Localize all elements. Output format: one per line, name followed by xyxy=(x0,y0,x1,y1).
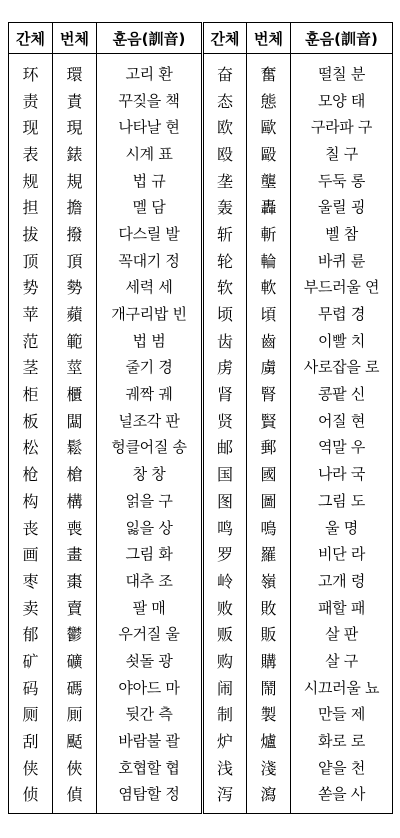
cell-simplified: 购 xyxy=(203,647,247,674)
cell-simplified: 败 xyxy=(203,594,247,621)
cell-simplified: 矿 xyxy=(9,647,53,674)
cell-reading: 살 구 xyxy=(291,647,393,674)
cell-reading: 모양 태 xyxy=(291,87,393,114)
table-row xyxy=(9,380,393,407)
header-simplified: 간체 xyxy=(203,23,247,54)
cell-reading: 칠 구 xyxy=(291,140,393,167)
cell-simplified: 范 xyxy=(9,327,53,354)
cell-traditional: 擔 xyxy=(53,193,97,220)
cell-simplified: 虏 xyxy=(203,354,247,381)
cell-traditional: 爐 xyxy=(247,727,291,754)
cell-traditional: 颳 xyxy=(53,727,97,754)
table-row xyxy=(9,434,393,461)
cell-reading: 다스릴 발 xyxy=(97,220,203,247)
cell-reading: 대추 조 xyxy=(97,567,203,594)
cell-traditional: 責 xyxy=(53,87,97,114)
cell-reading: 시끄러울 뇨 xyxy=(291,674,393,701)
cell-reading: 무렵 경 xyxy=(291,300,393,327)
cell-traditional: 碼 xyxy=(53,674,97,701)
cell-traditional: 壟 xyxy=(247,167,291,194)
cell-traditional: 厠 xyxy=(53,701,97,728)
table-row xyxy=(9,193,393,220)
cell-simplified: 贤 xyxy=(203,407,247,434)
cell-reading: 고리 환 xyxy=(97,54,203,87)
table-row xyxy=(9,113,393,140)
cell-traditional: 斬 xyxy=(247,220,291,247)
table-body xyxy=(9,54,393,814)
cell-reading: 그림 화 xyxy=(97,540,203,567)
cell-traditional: 毆 xyxy=(247,140,291,167)
cell-traditional: 瀉 xyxy=(247,781,291,814)
cell-reading: 화로 로 xyxy=(291,727,393,754)
cell-simplified: 轮 xyxy=(203,247,247,274)
table-row xyxy=(9,754,393,781)
cell-simplified: 欧 xyxy=(203,113,247,140)
cell-traditional: 轟 xyxy=(247,193,291,220)
table-row xyxy=(9,327,393,354)
cell-traditional: 虜 xyxy=(247,354,291,381)
cell-traditional: 槍 xyxy=(53,460,97,487)
table-row xyxy=(9,300,393,327)
cell-reading: 울 명 xyxy=(291,514,393,541)
cell-reading: 울릴 굉 xyxy=(291,193,393,220)
cell-simplified: 柜 xyxy=(9,380,53,407)
cell-simplified: 奋 xyxy=(203,54,247,87)
cell-reading: 이빨 치 xyxy=(291,327,393,354)
cell-reading: 줄기 경 xyxy=(97,354,203,381)
cell-simplified: 制 xyxy=(203,701,247,728)
cell-reading: 개구리밥 빈 xyxy=(97,300,203,327)
cell-traditional: 賣 xyxy=(53,594,97,621)
table-row xyxy=(9,727,393,754)
cell-simplified: 软 xyxy=(203,274,247,301)
cell-simplified: 斩 xyxy=(203,220,247,247)
cell-reading: 얽을 구 xyxy=(97,487,203,514)
header-reading: 훈음(訓音) xyxy=(97,23,203,54)
cell-simplified: 顷 xyxy=(203,300,247,327)
cell-simplified: 贩 xyxy=(203,620,247,647)
hanja-table xyxy=(8,22,393,814)
cell-simplified: 轰 xyxy=(203,193,247,220)
cell-reading: 시계 표 xyxy=(97,140,203,167)
cell-traditional: 鬆 xyxy=(53,434,97,461)
cell-simplified: 码 xyxy=(9,674,53,701)
cell-reading: 법 규 xyxy=(97,167,203,194)
cell-simplified: 卖 xyxy=(9,594,53,621)
cell-reading: 고개 령 xyxy=(291,567,393,594)
cell-traditional: 敗 xyxy=(247,594,291,621)
cell-simplified: 闹 xyxy=(203,674,247,701)
cell-traditional: 嶺 xyxy=(247,567,291,594)
cell-traditional: 俠 xyxy=(53,754,97,781)
cell-reading: 비단 라 xyxy=(291,540,393,567)
cell-reading: 나타날 현 xyxy=(97,113,203,140)
table-row xyxy=(9,220,393,247)
header-reading: 훈음(訓音) xyxy=(291,23,393,54)
cell-simplified: 表 xyxy=(9,140,53,167)
cell-reading: 우거질 울 xyxy=(97,620,203,647)
cell-traditional: 喪 xyxy=(53,514,97,541)
cell-simplified: 茎 xyxy=(9,354,53,381)
cell-traditional: 腎 xyxy=(247,380,291,407)
table-row xyxy=(9,487,393,514)
cell-reading: 콩팥 신 xyxy=(291,380,393,407)
cell-simplified: 苹 xyxy=(9,300,53,327)
cell-reading: 팔 매 xyxy=(97,594,203,621)
cell-simplified: 现 xyxy=(9,113,53,140)
table-row xyxy=(9,407,393,434)
cell-traditional: 範 xyxy=(53,327,97,354)
cell-traditional: 構 xyxy=(53,487,97,514)
cell-reading: 꼭대기 정 xyxy=(97,247,203,274)
cell-traditional: 賢 xyxy=(247,407,291,434)
cell-reading: 염탐할 정 xyxy=(97,781,203,814)
table-row xyxy=(9,460,393,487)
cell-reading: 얕을 천 xyxy=(291,754,393,781)
table-row xyxy=(9,701,393,728)
cell-simplified: 图 xyxy=(203,487,247,514)
cell-simplified: 厕 xyxy=(9,701,53,728)
cell-simplified: 环 xyxy=(9,54,53,87)
cell-traditional: 歐 xyxy=(247,113,291,140)
cell-simplified: 罗 xyxy=(203,540,247,567)
cell-reading: 멜 담 xyxy=(97,193,203,220)
table-row xyxy=(9,87,393,114)
cell-reading: 바람불 괄 xyxy=(97,727,203,754)
table-row xyxy=(9,247,393,274)
cell-reading: 세력 세 xyxy=(97,274,203,301)
cell-traditional: 規 xyxy=(53,167,97,194)
table-row xyxy=(9,594,393,621)
cell-simplified: 泻 xyxy=(203,781,247,814)
cell-traditional: 圖 xyxy=(247,487,291,514)
cell-traditional: 國 xyxy=(247,460,291,487)
cell-reading: 패할 패 xyxy=(291,594,393,621)
cell-reading: 야아드 마 xyxy=(97,674,203,701)
cell-reading: 살 판 xyxy=(291,620,393,647)
cell-traditional: 環 xyxy=(53,54,97,87)
cell-simplified: 枣 xyxy=(9,567,53,594)
cell-reading: 호협할 협 xyxy=(97,754,203,781)
cell-simplified: 顶 xyxy=(9,247,53,274)
cell-traditional: 錶 xyxy=(53,140,97,167)
cell-traditional: 販 xyxy=(247,620,291,647)
cell-reading: 떨칠 분 xyxy=(291,54,393,87)
cell-traditional: 鬱 xyxy=(53,620,97,647)
cell-simplified: 国 xyxy=(203,460,247,487)
cell-reading: 나라 국 xyxy=(291,460,393,487)
cell-traditional: 棗 xyxy=(53,567,97,594)
cell-traditional: 畫 xyxy=(53,540,97,567)
cell-simplified: 鸣 xyxy=(203,514,247,541)
cell-simplified: 邮 xyxy=(203,434,247,461)
cell-simplified: 画 xyxy=(9,540,53,567)
cell-simplified: 肾 xyxy=(203,380,247,407)
cell-simplified: 殴 xyxy=(203,140,247,167)
cell-simplified: 侦 xyxy=(9,781,53,814)
cell-simplified: 侠 xyxy=(9,754,53,781)
table-row xyxy=(9,674,393,701)
cell-traditional: 礦 xyxy=(53,647,97,674)
cell-simplified: 构 xyxy=(9,487,53,514)
table-row xyxy=(9,274,393,301)
cell-reading: 구라파 구 xyxy=(291,113,393,140)
cell-traditional: 羅 xyxy=(247,540,291,567)
cell-reading: 역말 우 xyxy=(291,434,393,461)
cell-traditional: 淺 xyxy=(247,754,291,781)
cell-reading: 부드러울 연 xyxy=(291,274,393,301)
cell-traditional: 軟 xyxy=(247,274,291,301)
cell-reading: 쇳돌 광 xyxy=(97,647,203,674)
header-simplified: 간체 xyxy=(9,23,53,54)
cell-traditional: 齒 xyxy=(247,327,291,354)
cell-simplified: 垄 xyxy=(203,167,247,194)
cell-reading: 널조각 판 xyxy=(97,407,203,434)
cell-traditional: 購 xyxy=(247,647,291,674)
cell-reading: 쏟을 사 xyxy=(291,781,393,814)
cell-traditional: 莖 xyxy=(53,354,97,381)
cell-reading: 어질 현 xyxy=(291,407,393,434)
cell-simplified: 枪 xyxy=(9,460,53,487)
cell-simplified: 岭 xyxy=(203,567,247,594)
cell-reading: 잃을 상 xyxy=(97,514,203,541)
cell-traditional: 輪 xyxy=(247,247,291,274)
cell-traditional: 奮 xyxy=(247,54,291,87)
cell-traditional: 勢 xyxy=(53,274,97,301)
table-row xyxy=(9,354,393,381)
header-row xyxy=(9,23,393,54)
cell-traditional: 製 xyxy=(247,701,291,728)
cell-simplified: 郁 xyxy=(9,620,53,647)
cell-traditional: 郵 xyxy=(247,434,291,461)
table-row xyxy=(9,620,393,647)
cell-simplified: 浅 xyxy=(203,754,247,781)
cell-traditional: 態 xyxy=(247,87,291,114)
cell-traditional: 鳴 xyxy=(247,514,291,541)
cell-traditional: 撥 xyxy=(53,220,97,247)
header-traditional: 번체 xyxy=(53,23,97,54)
cell-reading: 창 창 xyxy=(97,460,203,487)
cell-reading: 헝클어질 송 xyxy=(97,434,203,461)
cell-traditional: 蘋 xyxy=(53,300,97,327)
cell-simplified: 刮 xyxy=(9,727,53,754)
cell-reading: 만들 제 xyxy=(291,701,393,728)
cell-reading: 궤짝 궤 xyxy=(97,380,203,407)
cell-traditional: 現 xyxy=(53,113,97,140)
cell-simplified: 拔 xyxy=(9,220,53,247)
cell-simplified: 规 xyxy=(9,167,53,194)
cell-reading: 꾸짖을 책 xyxy=(97,87,203,114)
table-row xyxy=(9,514,393,541)
cell-simplified: 丧 xyxy=(9,514,53,541)
table-row xyxy=(9,540,393,567)
cell-reading: 법 범 xyxy=(97,327,203,354)
cell-reading: 사로잡을 로 xyxy=(291,354,393,381)
cell-reading: 벨 참 xyxy=(291,220,393,247)
cell-simplified: 板 xyxy=(9,407,53,434)
table-row xyxy=(9,781,393,814)
cell-reading: 바퀴 륜 xyxy=(291,247,393,274)
table-row xyxy=(9,647,393,674)
cell-simplified: 责 xyxy=(9,87,53,114)
cell-reading: 두둑 롱 xyxy=(291,167,393,194)
cell-simplified: 态 xyxy=(203,87,247,114)
cell-traditional: 闆 xyxy=(53,407,97,434)
header-traditional: 번체 xyxy=(247,23,291,54)
cell-simplified: 松 xyxy=(9,434,53,461)
cell-reading: 그림 도 xyxy=(291,487,393,514)
cell-traditional: 偵 xyxy=(53,781,97,814)
cell-traditional: 頃 xyxy=(247,300,291,327)
table-row xyxy=(9,140,393,167)
cell-simplified: 齿 xyxy=(203,327,247,354)
cell-traditional: 鬧 xyxy=(247,674,291,701)
cell-simplified: 势 xyxy=(9,274,53,301)
cell-reading: 뒷간 측 xyxy=(97,701,203,728)
cell-simplified: 炉 xyxy=(203,727,247,754)
cell-simplified: 担 xyxy=(9,193,53,220)
cell-traditional: 頂 xyxy=(53,247,97,274)
table-row xyxy=(9,54,393,87)
table-row xyxy=(9,567,393,594)
table-row xyxy=(9,167,393,194)
cell-traditional: 櫃 xyxy=(53,380,97,407)
